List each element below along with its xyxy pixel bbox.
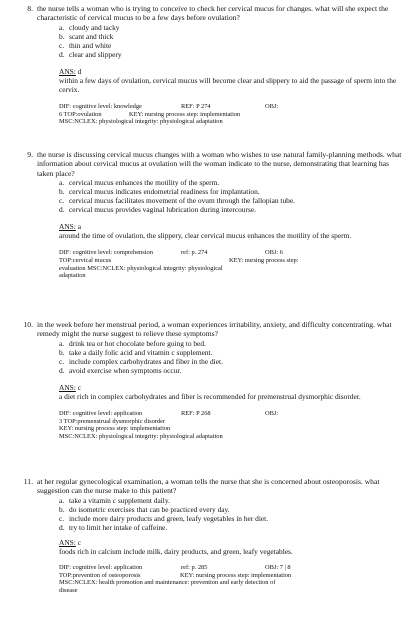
option-a: a. cloudy and tacky bbox=[59, 22, 120, 32]
answer-line bbox=[59, 383, 406, 392]
option-c: c. include more dairy products and green, leafy vegetables in her diet. bbox=[59, 513, 269, 523]
answer-value: a bbox=[77, 222, 81, 232]
options-list bbox=[59, 23, 406, 59]
question-text: the nurse tells a woman who is trying to conceive to check her cervical mucus for changes. what will she expect the characteristic of cervical mucus to be a few days before ovulation? bbox=[37, 4, 389, 23]
option-a: a. take a vitamin c supplement daily. bbox=[59, 495, 170, 505]
option-c: c. thin and white bbox=[59, 40, 112, 50]
answer-label: ANS: bbox=[59, 382, 76, 392]
option-d: d. clear and slippery bbox=[59, 49, 122, 59]
question-text: in the week before her menstrual period, a woman experiences irritability, anxiety, and difficulty concentrating. what remedy might the nurse suggest to relieve these symptoms? bbox=[37, 320, 392, 339]
question-number: 11. bbox=[23, 477, 33, 486]
answer-value: c bbox=[77, 537, 81, 547]
question-text: at her regular gynecological examination, a woman tells the nurse that she is concerned about osteoporosis. what suggestion can the nurse make to this patient? bbox=[37, 477, 380, 496]
question-10 bbox=[20, 320, 406, 440]
answer-label: ANS: bbox=[59, 537, 76, 547]
question-number: 10. bbox=[23, 320, 33, 329]
option-c: c. cervical mucus facilitates movement of the ovum through the fallopian tube. bbox=[59, 196, 295, 206]
question-number: 9. bbox=[27, 150, 33, 159]
answer-line bbox=[59, 67, 406, 76]
rationale-text: within a few days of ovulation, cervical mucus will become clear and slippery to aid the passage of sperm into the cervix. bbox=[59, 75, 397, 95]
option-d: d. cervical mucus provides vaginal lubrication during intercourse. bbox=[59, 205, 256, 215]
answer-value: d bbox=[77, 66, 82, 76]
answer-value: c bbox=[77, 382, 81, 392]
option-b: b. take a daily folic acid and vitamin c supplement. bbox=[59, 347, 213, 357]
options-list bbox=[59, 178, 406, 214]
option-a: a. cervical mucus enhances the motility of the sperm. bbox=[59, 178, 220, 188]
answer-label: ANS: bbox=[59, 222, 76, 232]
answer-line bbox=[59, 538, 406, 547]
option-b: b. scant and thick bbox=[59, 31, 114, 41]
question-metadata: DIF: cognitive level: application ref: p. 285 OBJ: 7 | 8 TOP:prevention of osteoporosis KEY: nursing process step: implementation MSC:NCLEX: health promotion and maintenance: prevention and early detection of disease bbox=[59, 564, 292, 594]
option-a: a. drink tea or hot chocolate before going to bed. bbox=[59, 338, 206, 348]
rationale-text: foods rich in calcium include milk, dairy products, and green, leafy vegetables. bbox=[59, 546, 293, 556]
question-11 bbox=[20, 477, 406, 594]
option-b: b. do isometric exercises that can be practiced every day. bbox=[59, 504, 230, 514]
options-list bbox=[59, 339, 406, 375]
option-d: d. try to limit her intake of caffeine. bbox=[59, 522, 168, 532]
option-b: b. cervical mucus indicates endometrial readiness for implantation. bbox=[59, 187, 260, 197]
answer-line bbox=[59, 222, 406, 231]
question-text: the nurse is discussing cervical mucus changes with a woman who wishes to use natural family-planning methods. what information about cervical mucus at ovulation will the woman indicate to the nurse, demonstrating that learning has taken place? bbox=[37, 150, 402, 178]
question-9 bbox=[20, 150, 406, 280]
rationale-text: around the time of ovulation, the slippery, clear cervical mucus enhances the motility of the sperm. bbox=[59, 231, 352, 241]
question-8 bbox=[20, 4, 406, 126]
question-metadata: DIF: cognitive level: comprehension ref: p. 274 OBJ: 6 TOP:cervical mucus KEY: nursing process step: evaluation MSC:NCLEX: physiological integrity: physiological adaptation bbox=[59, 249, 299, 280]
option-d: d. avoid exercise when symptoms occur. bbox=[59, 365, 182, 375]
question-metadata: DIF: cognitive level: application REF: P 268 OBJ: 3 TOP:premenstrual dysmorphic disorder KEY: nursing process step: implementation MSC:NCLEX: physiological integrity: physiological adaptation bbox=[59, 410, 279, 440]
rationale-text: a diet rich in complex carbohydrates and fiber is recommended for premenstrual dysmorphic disorder. bbox=[59, 391, 361, 401]
question-metadata: DIF: cognitive level: knowledge REF: P 274 OBJ: 6 TOP:ovulation KEY: nursing process step: implementation MSC:NCLEX: physiological integrity: physiological adaptation bbox=[59, 103, 279, 126]
option-c: c. include complex carbohydrates and fiber in the diet. bbox=[59, 356, 223, 366]
question-number: 8. bbox=[27, 4, 33, 13]
options-list bbox=[59, 496, 406, 532]
answer-label: ANS: bbox=[59, 66, 76, 76]
